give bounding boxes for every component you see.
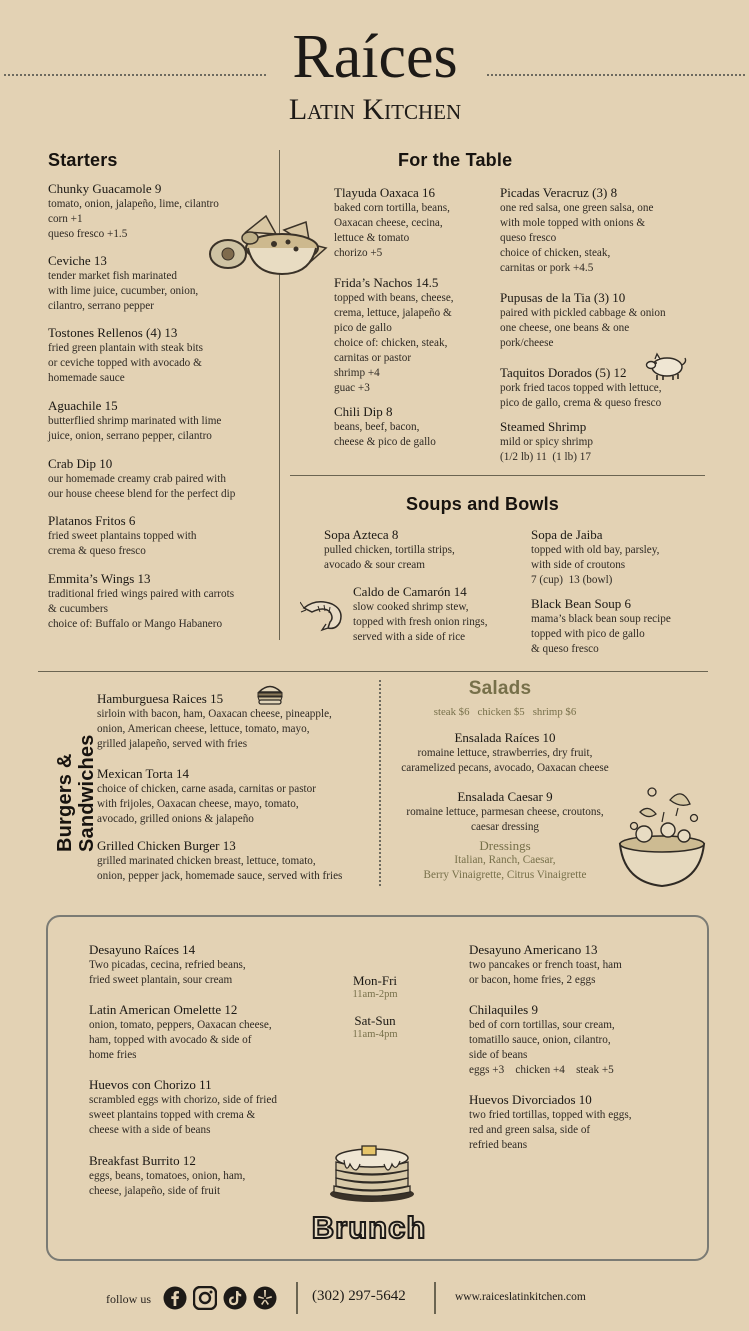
hours-weekday-time: 11am-2pm (352, 989, 398, 1000)
table-left-item (334, 275, 454, 396)
item-description: topped with pico de gallo (531, 628, 645, 640)
dressings-line-2: Berry Vinaigrette, Citrus Vinaigrette (423, 869, 587, 881)
soups-item (353, 584, 488, 645)
item-name: Huevos Divorciados 10 (469, 1092, 592, 1107)
salads-item (380, 789, 630, 835)
item-name: Desayuno Americano 13 (469, 942, 598, 957)
item-description: one red salsa, one green salsa, one (500, 202, 654, 214)
starters-title: Starters (48, 150, 118, 170)
item-name: Hamburguesa Raices 15 (97, 691, 224, 706)
salads-addons: steak $6 chicken $5 shrimp $6 (433, 706, 577, 718)
footer-divider-2 (434, 1282, 436, 1314)
hours-weekend-days: Sat-Sun (354, 1013, 396, 1028)
soups-title: Soups and Bowls (406, 494, 560, 514)
salads-item (380, 730, 630, 776)
item-description: caramelized pecans, avocado, Oaxacan cheese (401, 762, 609, 774)
item-description: guac +3 (334, 382, 370, 394)
item-description: side of beans (469, 1049, 528, 1061)
item-name: Ensalada Caesar 9 (457, 789, 553, 804)
item-description: red and green salsa, side of (469, 1124, 591, 1136)
salad-bowl-icon (614, 782, 710, 892)
item-description: pork/cheese (500, 337, 554, 349)
starters-item (48, 456, 235, 502)
dressings-line-1: Italian, Ranch, Caesar, (454, 854, 556, 866)
item-description: crema, lettuce, jalapeño & (334, 307, 452, 319)
item-description: homemade sauce (48, 372, 125, 384)
pancakes-icon (326, 1134, 418, 1204)
item-name: Ensalada Raíces 10 (454, 730, 556, 745)
table-left-item (334, 185, 450, 261)
item-description: carnitas or pastor (334, 352, 412, 364)
item-description: fried sweet plantains topped with (48, 530, 197, 542)
item-description: with mole topped with onions & (500, 217, 646, 229)
item-description: queso fresco +1.5 (48, 228, 128, 240)
item-name: Chili Dip 8 (334, 404, 393, 419)
item-description: tomato, onion, jalapeño, lime, cilantro (48, 198, 219, 210)
burgers-item (97, 838, 342, 884)
burgers-item (97, 691, 332, 752)
item-description: cheese, jalapeño, side of fruit (89, 1185, 221, 1197)
item-description: choice of chicken, carne asada, carnitas or pastor (97, 783, 316, 795)
item-name: Pupusas de la Tia (3) 10 (500, 290, 626, 305)
item-name: Latin American Omelette 12 (89, 1002, 238, 1017)
item-description: pico de gallo (334, 322, 392, 334)
item-description: onion, pepper jack, homemade sauce, served with fries (97, 870, 343, 882)
item-description: slow cooked shrimp stew, (353, 601, 469, 613)
brunch-left-item (89, 1077, 277, 1138)
item-name: Desayuno Raíces 14 (89, 942, 196, 957)
item-name: Emmita’s Wings 13 (48, 571, 151, 586)
starters-item (48, 398, 221, 444)
item-description: our house cheese blend for the perfect dip (48, 488, 236, 500)
item-name: Crab Dip 10 (48, 456, 113, 471)
item-name: Ceviche 13 (48, 253, 107, 268)
instagram-icon[interactable] (193, 1286, 217, 1310)
item-description: grilled jalapeño, served with fries (97, 738, 248, 750)
guacamole-bowl-icon (206, 212, 328, 278)
table-right-item (500, 185, 653, 276)
shrimp-icon (300, 598, 346, 632)
item-description: scrambled eggs with chorizo, side of fried (89, 1094, 277, 1106)
item-description: or bacon, home fries, 2 eggs (469, 974, 596, 986)
item-name: Picadas Veracruz (3) 8 (500, 185, 618, 200)
starters-item (48, 253, 198, 314)
header-divider-right (487, 74, 745, 76)
item-description: two pancakes or french toast, ham (469, 959, 622, 971)
item-description: romaine lettuce, strawberries, dry fruit, (417, 747, 593, 759)
item-description: onion, American cheese, lettuce, tomato, mayo, (97, 723, 310, 735)
item-name: Caldo de Camarón 14 (353, 584, 467, 599)
item-description: with lime juice, cucumber, onion, (48, 285, 199, 297)
table-right-item (500, 365, 662, 411)
item-description: pico de gallo, crema & queso fresco (500, 397, 662, 409)
brand-subtitle: Latin Kitchen (288, 93, 462, 126)
item-description: fried sweet plantain, sour cream (89, 974, 233, 986)
pig-icon (645, 352, 689, 382)
item-description: beans, beef, bacon, (334, 421, 420, 433)
item-description: cilantro, serrano pepper (48, 300, 154, 312)
item-description: one cheese, one beans & one (500, 322, 630, 334)
item-description: served with a side of rice (353, 631, 466, 643)
item-description: tender market fish marinated (48, 270, 177, 282)
phone-number[interactable]: (302) 297-5642 (312, 1288, 406, 1304)
social-icons (163, 1286, 277, 1310)
item-name: Taquitos Dorados (5) 12 (500, 365, 627, 380)
item-description: Oaxacan cheese, cecina, (334, 217, 443, 229)
item-description: carnitas or pork +4.5 (500, 262, 594, 274)
item-description: choice of: Buffalo or Mango Habanero (48, 618, 223, 630)
hours-weekday-days: Mon-Fri (352, 973, 398, 988)
soups-item (324, 527, 455, 573)
item-description: home fries (89, 1049, 137, 1061)
mid-divider (38, 671, 708, 672)
item-description: pulled chicken, tortilla strips, (324, 544, 455, 556)
brunch-left-item (89, 1002, 272, 1063)
item-description: sweet plantains topped with crema & (89, 1109, 256, 1121)
burgers-item (97, 766, 316, 827)
header-divider-left (4, 74, 266, 76)
item-name: Steamed Shrimp (500, 419, 587, 434)
footer-divider-1 (296, 1282, 298, 1314)
table-left-item (334, 404, 436, 450)
item-description: onion, tomato, peppers, Oaxacan cheese, (89, 1019, 272, 1031)
tiktok-icon[interactable] (223, 1286, 247, 1310)
item-description: or ceviche topped with avocado & (48, 357, 202, 369)
item-description: cheese & pico de gallo (334, 436, 436, 448)
starters-item (48, 513, 197, 559)
item-description: ham, topped with avocado & side of (89, 1034, 252, 1046)
item-description: choice of: chicken, steak, (334, 337, 448, 349)
item-description: & queso fresco (531, 643, 599, 655)
table-right-item (500, 419, 593, 465)
table-soups-divider (290, 475, 705, 476)
hours-weekend-time: 11am-4pm (352, 1029, 398, 1040)
item-name: Chunky Guacamole 9 (48, 181, 162, 196)
item-description: sirloin with bacon, ham, Oaxacan cheese, pineapple, (97, 708, 332, 720)
item-description: baked corn tortilla, beans, (334, 202, 450, 214)
item-name: Sopa de Jaiba (531, 527, 603, 542)
for-the-table-title: For the Table (398, 150, 513, 170)
burger-icon (256, 681, 284, 705)
item-description: Two picadas, cecina, refried beans, (89, 959, 246, 971)
item-name: Black Bean Soup 6 (531, 596, 632, 611)
brunch-left-item (89, 942, 246, 988)
item-description: grilled marinated chicken breast, lettuce, tomato, (97, 855, 316, 867)
item-description: 7 (cup) 13 (bowl) (531, 574, 613, 586)
item-description: & cucumbers (48, 603, 108, 615)
item-name: Grilled Chicken Burger 13 (97, 838, 236, 853)
item-description: refried beans (469, 1139, 528, 1151)
item-description: two fried tortillas, topped with eggs, (469, 1109, 632, 1121)
item-name: Breakfast Burrito 12 (89, 1153, 196, 1168)
follow-us-label: follow us (106, 1292, 151, 1306)
dressings-title: Dressings (479, 838, 531, 853)
item-name: Aguachile 15 (48, 398, 118, 413)
item-description: avocado, grilled onions & jalapeño (97, 813, 254, 825)
item-description: shrimp +4 (334, 367, 380, 379)
item-description: juice, onion, serrano pepper, cilantro (48, 430, 212, 442)
item-name: Platanos Fritos 6 (48, 513, 136, 528)
item-description: bed of corn tortillas, sour cream, (469, 1019, 615, 1031)
facebook-icon[interactable] (163, 1286, 187, 1310)
item-description: eggs, beans, tomatoes, onion, ham, (89, 1170, 246, 1182)
item-description: mild or spicy shrimp (500, 436, 593, 448)
starters-item (48, 181, 219, 242)
item-description: chorizo +5 (334, 247, 383, 259)
item-name: Frida’s Nachos 14.5 (334, 275, 439, 290)
brunch-right-item (469, 1002, 615, 1078)
item-description: mama’s black bean soup recipe (531, 613, 671, 625)
brunch-left-item (89, 1153, 245, 1199)
table-right-item (500, 290, 666, 351)
item-name: Tlayuda Oaxaca 16 (334, 185, 436, 200)
item-description: paired with pickled cabbage & onion (500, 307, 666, 319)
yelp-icon[interactable] (253, 1286, 277, 1310)
item-description: choice of chicken, steak, (500, 247, 611, 259)
starters-item (48, 571, 234, 632)
item-name: Chilaquiles 9 (469, 1002, 538, 1017)
item-description: romaine lettuce, parmesan cheese, croutons, (406, 806, 604, 818)
item-description: topped with old bay, parsley, (531, 544, 660, 556)
item-description: topped with beans, cheese, (334, 292, 454, 304)
item-description: caesar dressing (470, 821, 540, 833)
brunch-right-item (469, 1092, 632, 1153)
burgers-title: Burgers & Sandwiches (54, 734, 98, 852)
item-name: Huevos con Chorizo 11 (89, 1077, 212, 1092)
item-description: eggs +3 chicken +4 steak +5 (469, 1064, 614, 1076)
item-description: corn +1 (48, 213, 83, 225)
item-description: pork fried tacos topped with lettuce, (500, 382, 662, 394)
hours-weekend (330, 1013, 420, 1041)
item-description: topped with fresh onion rings, (353, 616, 488, 628)
starters-item (48, 325, 203, 386)
brunch-title: Brunch (311, 1210, 427, 1245)
brand-name: Raíces (292, 23, 458, 91)
soups-item (531, 527, 659, 588)
item-description: cheese with a side of beans (89, 1124, 211, 1136)
hours-weekday (330, 973, 420, 1001)
item-description: (1/2 lb) 11 (1 lb) 17 (500, 451, 591, 463)
item-description: tomatillo sauce, onion, cilantro, (469, 1034, 611, 1046)
item-name: Tostones Rellenos (4) 13 (48, 325, 178, 340)
soups-item (531, 596, 671, 657)
item-description: butterflied shrimp marinated with lime (48, 415, 222, 427)
item-description: with frijoles, Oaxacan cheese, mayo, tomato, (97, 798, 299, 810)
salads-title: Salads (468, 678, 532, 699)
item-description: with side of croutons (531, 559, 626, 571)
item-name: Mexican Torta 14 (97, 766, 189, 781)
item-name: Sopa Azteca 8 (324, 527, 399, 542)
item-description: fried green plantain with steak bits (48, 342, 204, 354)
brunch-right-item (469, 942, 622, 988)
item-description: crema & queso fresco (48, 545, 146, 557)
item-description: queso fresco (500, 232, 557, 244)
item-description: traditional fried wings paired with carrots (48, 588, 235, 600)
item-description: avocado & sour cream (324, 559, 425, 571)
item-description: our homemade creamy crab paired with (48, 473, 226, 485)
website-link[interactable]: www.raiceslatinkitchen.com (455, 1291, 586, 1303)
item-description: lettuce & tomato (334, 232, 410, 244)
